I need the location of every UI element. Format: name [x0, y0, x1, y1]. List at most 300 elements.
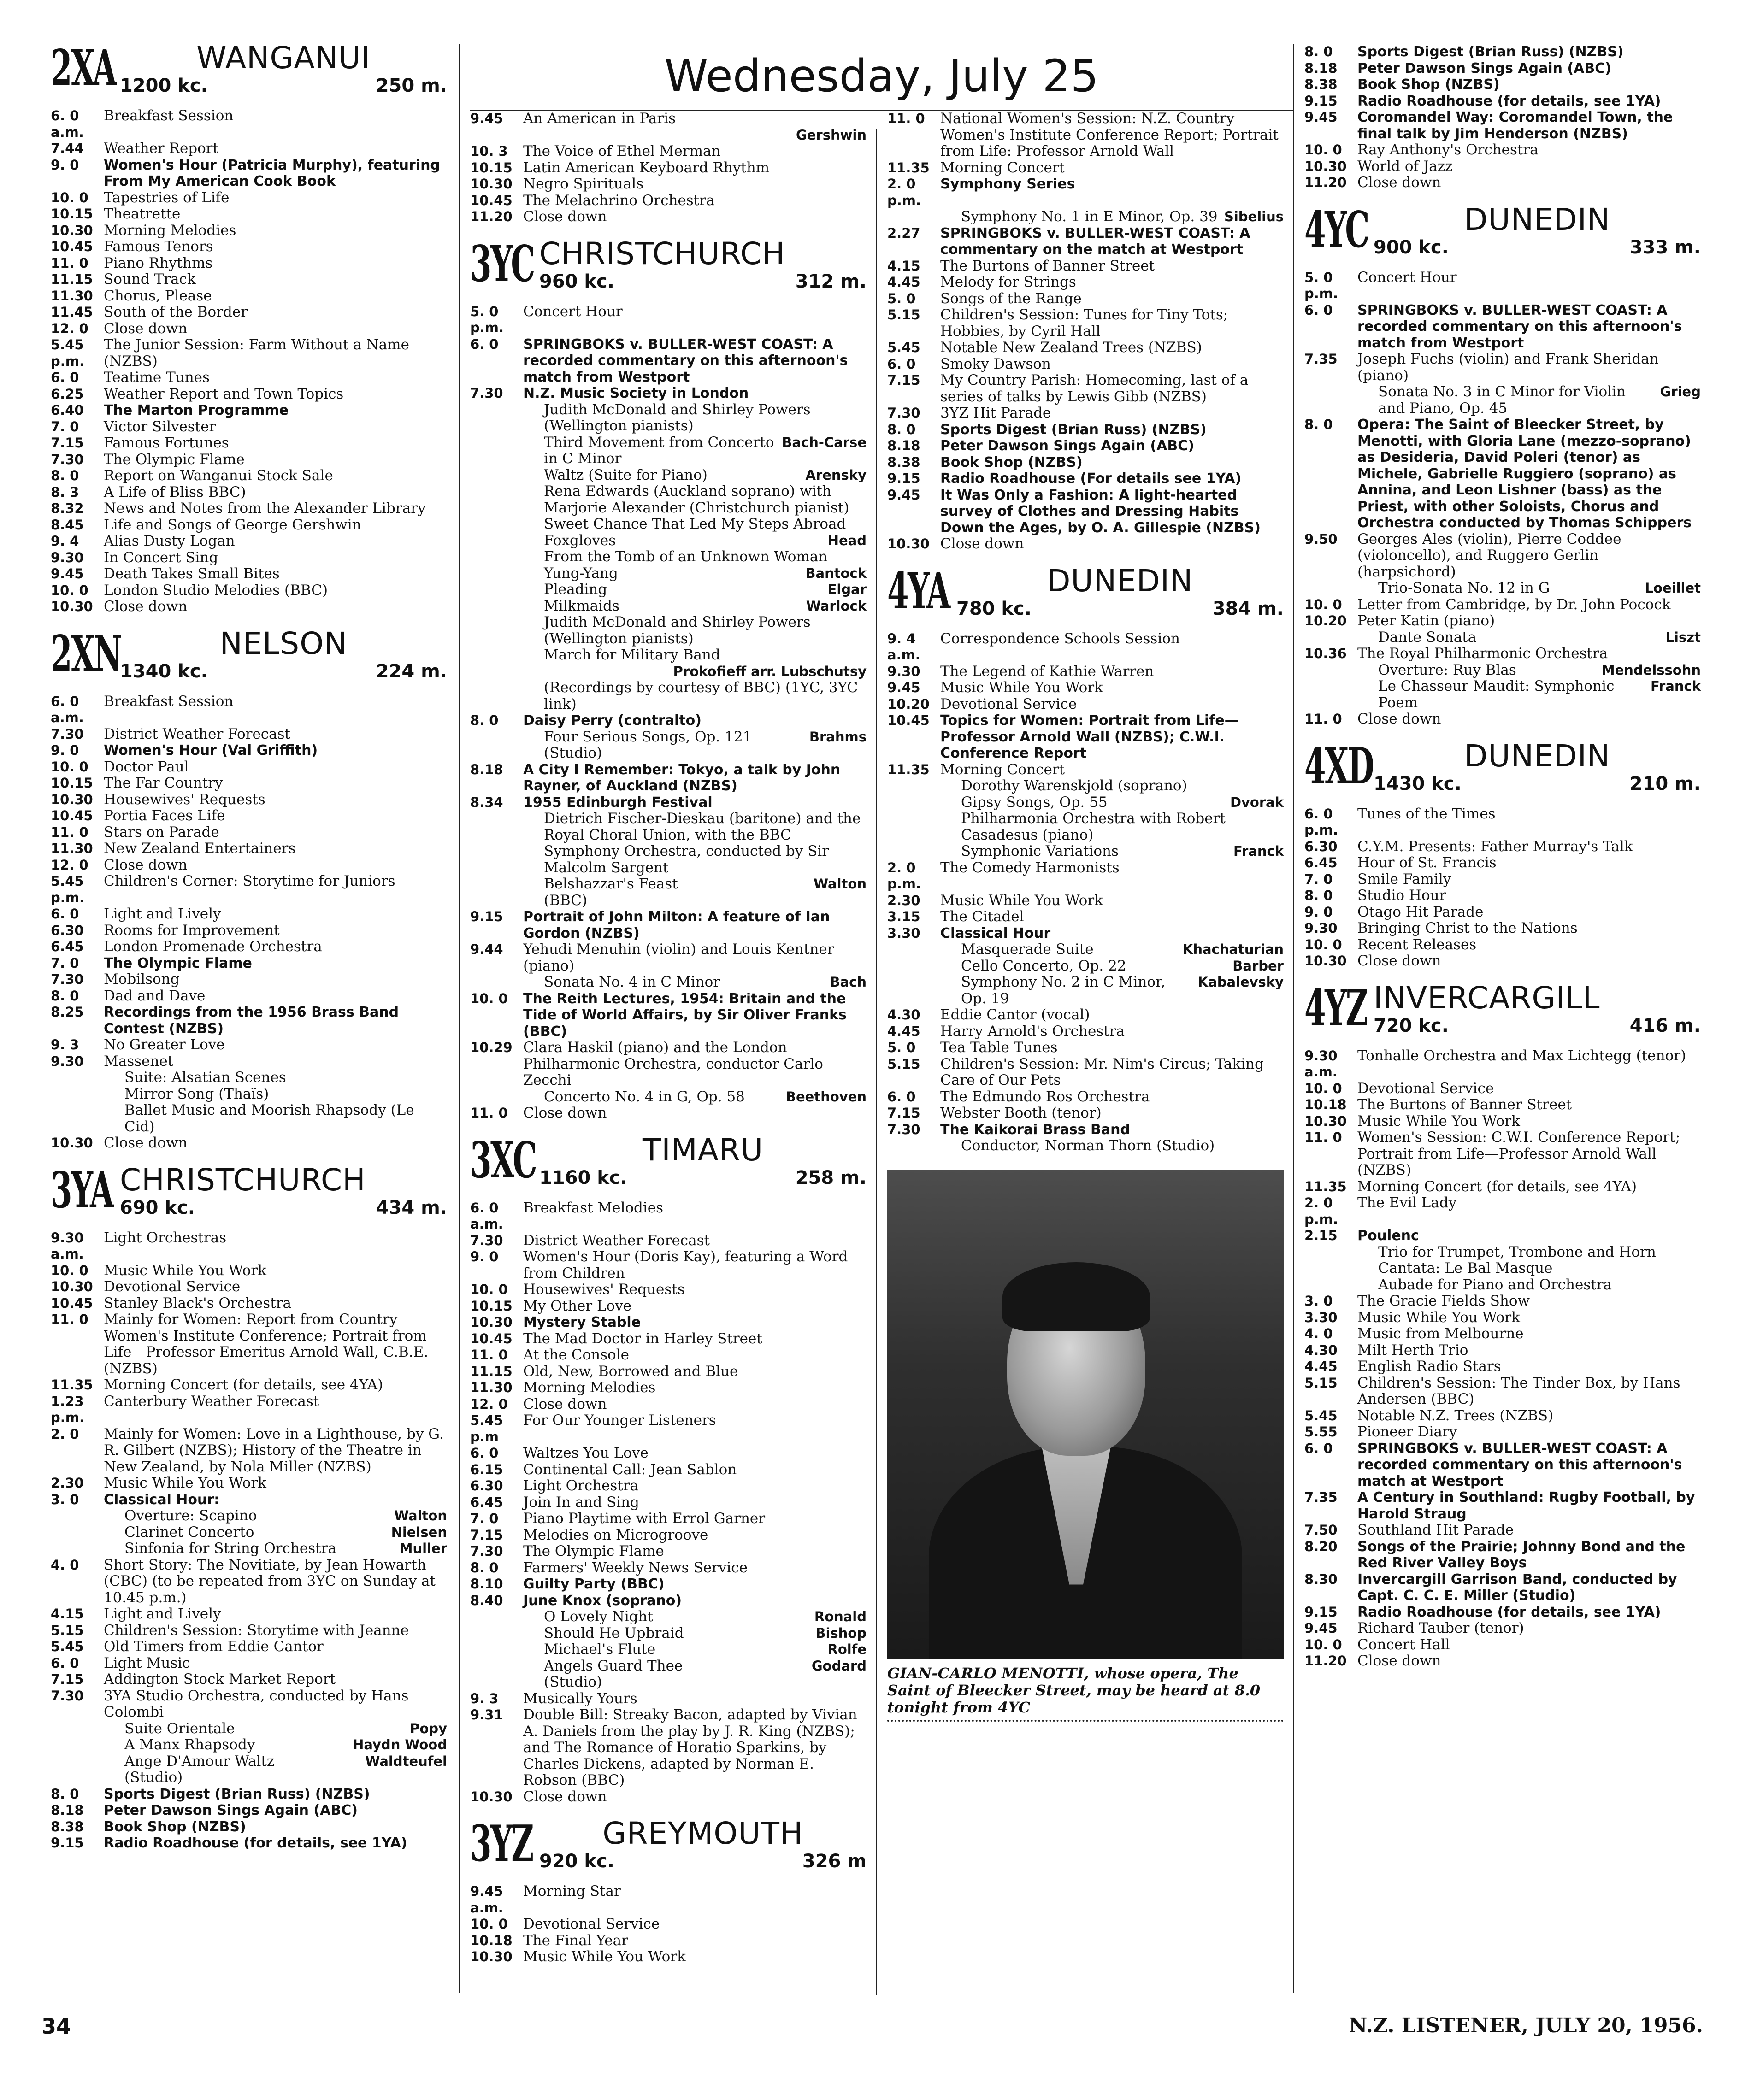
- station-wavelength: 224 m.: [376, 660, 447, 682]
- programme-time: 6.15: [470, 1461, 503, 1477]
- programme-detail-text: Angels Guard Thee: [544, 1657, 683, 1674]
- programme-time: 5. 0 p.m.: [470, 303, 504, 335]
- composer: Gershwin: [796, 127, 867, 143]
- station-call-sign: 4YA: [887, 562, 949, 620]
- programme-time: 8. 0: [51, 988, 79, 1004]
- programme-title: Classical Hour:: [104, 1491, 220, 1508]
- programme-detail: [470, 614, 867, 647]
- programme-entry: [51, 190, 447, 206]
- programme-title: Canterbury Weather Forecast: [104, 1393, 319, 1410]
- programme-detail: [470, 974, 867, 991]
- programme-time: 7. 0: [51, 418, 79, 435]
- programme-time: 8. 0: [1304, 44, 1333, 59]
- programme-time: 5. 0 p.m.: [1304, 269, 1338, 301]
- programme-detail-text: Dorothy Warenskjold (soprano): [961, 777, 1187, 794]
- programme-entry: [470, 193, 867, 209]
- composer: Dvorak: [1230, 794, 1284, 810]
- composer: Ronald: [814, 1609, 867, 1624]
- programme-time: 5.15: [887, 307, 920, 323]
- programme-time: 9.50: [1304, 531, 1338, 547]
- programme-title: In Concert Sing: [104, 549, 218, 566]
- programme-entry: [51, 1835, 447, 1852]
- programme-entry: [887, 1089, 1284, 1106]
- programme-detail-text: March for Military Band: [544, 647, 720, 663]
- programme-time: 10.30: [51, 1135, 93, 1151]
- programme-time: 6. 0: [51, 1655, 79, 1671]
- programme-detail: [51, 1524, 447, 1541]
- programme-entry: [51, 1557, 447, 1606]
- programme-entry: [887, 762, 1284, 778]
- programme-entry: [51, 435, 447, 452]
- programme-time: 2. 0 p.m.: [887, 176, 921, 208]
- programme-detail: [51, 1753, 447, 1770]
- programme-detail-text: From the Tomb of an Unknown Woman: [544, 548, 828, 565]
- programme-time: 9.30: [1304, 920, 1338, 936]
- programme-title: N.Z. Music Society in London: [523, 385, 749, 401]
- programme-title: Letter from Cambridge, by Dr. John Pocock: [1357, 596, 1671, 613]
- programme-time: 9. 0: [51, 157, 79, 173]
- programme-time: 7.50: [1304, 1522, 1338, 1538]
- programme-detail-text: Four Serious Songs, Op. 121: [544, 728, 752, 745]
- programme-entry: [470, 1200, 867, 1233]
- programme-time: 7.30: [51, 1688, 84, 1704]
- programme-time: 5.45: [1304, 1407, 1338, 1424]
- programme-title: The Royal Philharmonic Orchestra: [1357, 645, 1608, 662]
- programme-time: 5.45: [51, 1639, 84, 1654]
- programme-time: 7.15: [470, 1527, 503, 1543]
- programme-title: Close down: [523, 208, 607, 225]
- programme-time: 10. 0: [1304, 1636, 1342, 1653]
- programme-title: The Comedy Harmonists: [940, 859, 1120, 876]
- programme-entry: [887, 664, 1284, 680]
- programme-time: 8.18: [51, 1802, 84, 1818]
- programme-entry: [1304, 351, 1701, 384]
- programme-detail: [1304, 580, 1701, 597]
- programme-title: SPRINGBOKS v. BULLER-WEST COAST: A recorded commentary on this afternoon's match at Westport: [1357, 1440, 1682, 1489]
- programme-title: Songs of the Prairie; Johnny Bond and the Red River Valley Boys: [1357, 1538, 1686, 1571]
- programme-entry: [470, 1511, 867, 1527]
- programme-detail-text: Cantata: Le Bal Masque: [1378, 1260, 1553, 1276]
- programme-title: Mystery Stable: [523, 1314, 641, 1330]
- programme-entry: [51, 1279, 447, 1295]
- programme-title: Music While You Work: [104, 1262, 266, 1279]
- programme-time: 3.30: [1304, 1309, 1338, 1325]
- programme-entry: [51, 792, 447, 808]
- programme-title: Harry Arnold's Orchestra: [940, 1023, 1125, 1040]
- programme-title: The Evil Lady: [1357, 1194, 1457, 1211]
- programme-time: 7.15: [887, 372, 920, 388]
- programme-detail: [470, 893, 867, 909]
- programme-title: Short Story: The Novitiate, by Jean Howarth (CBC) (to be repeated from 3YC on Sunday at 10.45 p.m.): [104, 1556, 436, 1606]
- composer: Franck: [1651, 678, 1701, 694]
- programme-entry: [887, 1105, 1284, 1122]
- programme-detail: [470, 647, 867, 664]
- programme-time: 9.30: [887, 663, 920, 679]
- programme-time: 10.30: [470, 1314, 513, 1330]
- programme-entry: [51, 808, 447, 824]
- programme-time: 9.30: [51, 1053, 84, 1069]
- programme-entry: [51, 1295, 447, 1312]
- programme-time: 7.30: [51, 726, 84, 742]
- programme-entry: [51, 402, 447, 419]
- programme-entry: [51, 1135, 447, 1152]
- programme-title: Victor Silvester: [104, 418, 216, 435]
- column-1: [51, 41, 447, 1852]
- station-wavelength: 326 m: [802, 1851, 867, 1872]
- programme-entry: [51, 906, 447, 923]
- programme-time: 8.34: [470, 794, 503, 810]
- programme-detail-text: Yung-Yang: [544, 565, 618, 582]
- programme-time: 5.15: [1304, 1375, 1338, 1391]
- programme-title: Melodies on Microgroove: [523, 1526, 708, 1543]
- programme-title: Webster Booth (tenor): [940, 1105, 1102, 1121]
- programme-entry: [470, 762, 867, 794]
- programme-entry: [51, 157, 447, 190]
- programme-time: 2.15: [1304, 1228, 1338, 1243]
- station-call-sign: 4YZ: [1304, 979, 1367, 1037]
- programme-time: 10.45: [51, 1295, 93, 1311]
- programme-detail-text: Overture: Scapino: [124, 1507, 257, 1524]
- programme-detail-text: Sweet Chance That Led My Steps Abroad: [544, 516, 846, 532]
- station-city: CHRISTCHURCH: [539, 235, 785, 271]
- programme-time: 8. 0: [1304, 888, 1333, 903]
- programme-time: 4.15: [887, 258, 920, 274]
- programme-title: Sports Digest (Brian Russ) (NZBS): [1357, 44, 1624, 60]
- programme-time: 4.15: [51, 1606, 84, 1622]
- programme-entry: [470, 1331, 867, 1347]
- programme-entry: [51, 550, 447, 566]
- programme-title: Mainly for Women: Love in a Lighthouse, by G. R. Gilbert (NZBS); History of the Theatre in New Zealand, by Nola Miller (NZBS): [104, 1425, 444, 1475]
- programme-title: Concert Hour: [1357, 269, 1457, 286]
- programme-title: June Knox (soprano): [523, 1592, 682, 1609]
- programme-entry: [51, 857, 447, 874]
- programme-entry: [1304, 1310, 1701, 1326]
- programme-entry: [51, 206, 447, 223]
- programme-time: 9.15: [470, 909, 503, 924]
- programme-entry: [1304, 159, 1701, 175]
- programme-title: Close down: [104, 856, 188, 873]
- station-header-2xn: [51, 624, 447, 686]
- station-call-sign: 4XD: [1304, 737, 1374, 795]
- programme-entry: [51, 694, 447, 726]
- programme-entry: [1304, 93, 1701, 110]
- programme-time: 11. 0: [1304, 1129, 1342, 1145]
- station-header-4yc: [1304, 200, 1701, 262]
- programme-time: 10.30: [887, 536, 930, 552]
- programme-title: London Promenade Orchestra: [104, 938, 322, 955]
- programme-title: It Was Only a Fashion: A light-hearted survey of Clothes and Dressing Habits Down the Ages, by O. A. Gillespie (NZBS): [940, 487, 1261, 536]
- composer: Brahms: [809, 729, 867, 745]
- programme-entry: [1304, 613, 1701, 629]
- programme-time: 5.15: [887, 1056, 920, 1072]
- programme-title: District Weather Forecast: [523, 1232, 710, 1249]
- programme-time: 5.45: [887, 340, 920, 355]
- programme-detail-text: Foxgloves: [544, 532, 616, 549]
- programme-time: 10.30: [1304, 953, 1347, 969]
- programme-time: 4.30: [887, 1007, 920, 1023]
- programme-time: 6. 0 a.m.: [470, 1200, 503, 1232]
- programme-time: 11. 0: [470, 1105, 508, 1121]
- programme-time: 11. 0: [51, 1312, 88, 1327]
- programme-entry: [1304, 1293, 1701, 1310]
- programme-entry: [1304, 904, 1701, 921]
- programme-entry: [470, 1883, 867, 1916]
- programme-time: 12. 0: [51, 320, 88, 336]
- programme-title: The Olympic Flame: [523, 1543, 664, 1559]
- programme-detail-text: Judith McDonald and Shirley Powers (Wellington pianists): [544, 614, 811, 647]
- programme-entry: [51, 988, 447, 1005]
- programme-detail-text: Cello Concerto, Op. 22: [961, 957, 1126, 974]
- programme-entry: [887, 176, 1284, 209]
- station-city: NELSON: [219, 625, 348, 661]
- programme-detail: [51, 1737, 447, 1753]
- programme-entry: [470, 1494, 867, 1511]
- programme-detail-text: Sinfonia for String Orchestra: [124, 1540, 336, 1557]
- programme-title: Morning Star: [523, 1883, 621, 1900]
- programme-detail: [470, 1625, 867, 1642]
- programme-entry: [51, 1606, 447, 1623]
- programme-title: Topics for Women: Portrait from Life—Professor Arnold Wall (NZBS); C.W.I. Conference Report: [940, 712, 1238, 761]
- programme-title: Book Shop (NZBS): [940, 454, 1083, 471]
- programme-title: District Weather Forecast: [104, 725, 290, 742]
- programme-entry: [887, 258, 1284, 275]
- programme-entry: [470, 1560, 867, 1576]
- programme-title: Light Music: [104, 1654, 190, 1671]
- programme-time: 10.30: [51, 791, 93, 807]
- programme-title: Death Takes Small Bites: [104, 565, 280, 582]
- programme-title: Women's Hour (Doris Kay), featuring a Word from Children: [523, 1248, 848, 1282]
- programme-title: Women's Hour (Patricia Murphy), featuring From My American Cook Book: [104, 157, 440, 189]
- programme-title: Bringing Christ to the Nations: [1357, 920, 1578, 936]
- programme-title: Morning Concert: [940, 159, 1065, 176]
- programme-time: 10.30: [470, 1788, 513, 1805]
- programme-entry: [1304, 44, 1701, 60]
- composer: Bach: [830, 974, 867, 990]
- programme-entry: [51, 141, 447, 157]
- programme-detail: [470, 664, 867, 680]
- programme-title: Invercargill Garrison Band, conducted by Capt. C. C. E. Miller (Studio): [1357, 1571, 1677, 1604]
- station-header-4xd: [1304, 737, 1701, 799]
- programme-detail-text: Aubade for Piano and Orchestra: [1378, 1276, 1612, 1293]
- programme-detail-text: Suite Orientale: [124, 1720, 235, 1737]
- programme-time: 7.30: [887, 405, 920, 421]
- programme-time: 8.20: [1304, 1538, 1338, 1554]
- programme-entry: [1304, 888, 1701, 904]
- programme-time: 8. 0: [51, 1786, 79, 1802]
- programme-title: Milt Herth Trio: [1357, 1341, 1468, 1359]
- menotti-photo: [887, 1170, 1284, 1659]
- programme-title: Devotional Service: [104, 1278, 241, 1295]
- programme-detail-text: [544, 664, 668, 680]
- programme-entry: [51, 1492, 447, 1508]
- programme-entry: [51, 370, 447, 386]
- programme-entry: [470, 1298, 867, 1315]
- station-call-sign: 3YZ: [470, 1815, 533, 1873]
- programme-title: National Women's Session: N.Z. Country Women's Institute Conference Report; Portrait from Life: Professor Arnold Wall: [940, 110, 1279, 159]
- programme-time: 11. 0: [1304, 711, 1342, 727]
- programme-detail: [51, 1770, 447, 1786]
- programme-entry: [51, 500, 447, 517]
- programme-entry: [51, 841, 447, 857]
- programme-title: The Citadel: [940, 908, 1024, 925]
- programme-detail: [470, 435, 867, 467]
- programme-detail: [1304, 1260, 1701, 1277]
- programme-time: 11. 0: [51, 824, 88, 840]
- programme-entry: [51, 566, 447, 582]
- programme-entry: [51, 1623, 447, 1639]
- station-city: WANGANUI: [196, 40, 371, 76]
- programme-title: Music While You Work: [1357, 1112, 1520, 1129]
- programme-title: Close down: [1357, 711, 1441, 727]
- programme-title: Book Shop (NZBS): [104, 1818, 246, 1835]
- programme-entry: [51, 321, 447, 337]
- programme-time: 10. 0: [1304, 142, 1342, 158]
- station-header-3yz: [470, 1817, 867, 1876]
- programme-entry: [51, 223, 447, 239]
- programme-detail-text: Third Movement from Concerto in C Minor: [544, 434, 774, 467]
- programme-detail-text: Waltz (Suite for Piano): [544, 466, 708, 483]
- programme-entry: [1304, 1571, 1701, 1604]
- programme-time: 9.45: [51, 566, 84, 582]
- station-wavelength: 312 m.: [795, 271, 867, 292]
- programme-time: 4.30: [1304, 1342, 1338, 1358]
- programme-title: Portia Faces Life: [104, 807, 225, 824]
- programme-time: 4. 0: [51, 1557, 79, 1573]
- programme-time: 5. 0: [887, 290, 916, 306]
- programme-title: New Zealand Entertainers: [104, 840, 296, 857]
- programme-title: Waltzes You Love: [523, 1445, 649, 1461]
- programme-title: Peter Dawson Sings Again (ABC): [1357, 60, 1611, 76]
- composer: Loeillet: [1645, 580, 1701, 596]
- programme-detail: [51, 1070, 447, 1086]
- programme-time: 10.18: [470, 1932, 513, 1948]
- programme-time: 7. 0: [470, 1511, 499, 1526]
- programme-title: Light and Lively: [104, 1606, 221, 1622]
- programme-time: 9. 0: [1304, 904, 1333, 920]
- programme-title: Breakfast Session: [104, 107, 234, 124]
- station-frequency: 1160 kc.: [539, 1167, 627, 1188]
- programme-time: 6.30: [1304, 838, 1338, 854]
- programme-entry: [470, 1380, 867, 1396]
- programme-time: 9. 3: [51, 1037, 79, 1053]
- programme-time: 6. 0 a.m.: [51, 108, 84, 140]
- programme-time: 9. 3: [470, 1690, 499, 1706]
- programme-title: Coromandel Way: Coromandel Town, the final talk by Jim Henderson (NZBS): [1357, 109, 1673, 142]
- programme-title: Music While You Work: [940, 679, 1103, 696]
- programme-time: 10. 0: [470, 1282, 508, 1297]
- programme-title: Latin American Keyboard Rhythm: [523, 159, 770, 176]
- programme-entry: [51, 304, 447, 321]
- programme-detail-text: O Lovely Night: [544, 1608, 653, 1625]
- programme-detail: [887, 843, 1284, 860]
- programme-entry: [887, 925, 1284, 942]
- programme-time: 9.45: [887, 680, 920, 695]
- programme-entry: [1304, 1489, 1701, 1522]
- programme-entry: [470, 1593, 867, 1609]
- programme-time: 5.45 p.m.: [51, 337, 85, 369]
- programme-time: 10.30: [1304, 158, 1347, 174]
- programme-title: Opera: The Saint of Bleecker Street, by Menotti, with Gloria Lane (mezzo-soprano) as Desideria, David Poleri (tenor) as Michele, Gabrielle Ruggiero (soprano) as Annina, and Leon Lishner (bass) as the Priest, with other Soloists, Chorus and Orchestra conducted by Thomas Schippers: [1357, 417, 1692, 531]
- programme-entry: [51, 1819, 447, 1835]
- programme-time: 8. 0: [1304, 417, 1333, 432]
- programme-time: 7.15: [51, 1671, 84, 1687]
- programme-entry: [887, 340, 1284, 356]
- composer: Nielsen: [391, 1524, 447, 1540]
- programme-entry: [51, 939, 447, 955]
- composer: Warlock: [806, 598, 867, 614]
- station-call-sign: 2XA: [51, 39, 116, 97]
- programme-time: 6.45: [51, 939, 84, 954]
- programme-entry: [1304, 646, 1701, 662]
- programme-title: Recordings from the 1956 Brass Band Contest (NZBS): [104, 1004, 399, 1037]
- programme-detail-text: Masquerade Suite: [961, 941, 1094, 958]
- composer: Mendelssohn: [1601, 662, 1701, 678]
- programme-detail: [887, 1138, 1284, 1154]
- programme-entry: [470, 1282, 867, 1298]
- programme-entry: [470, 1314, 867, 1331]
- programme-entry: [1304, 1522, 1701, 1539]
- programme-title: Close down: [1357, 174, 1441, 191]
- programme-title: At the Console: [523, 1347, 629, 1363]
- programme-title: Stanley Black's Orchestra: [104, 1294, 291, 1312]
- programme-time: 11.20: [1304, 1653, 1347, 1669]
- programme-entry: [887, 696, 1284, 713]
- programme-detail: [1304, 1277, 1701, 1294]
- composer: Khachaturian: [1182, 941, 1284, 957]
- programme-time: 2.30: [51, 1475, 84, 1491]
- programme-entry: [470, 1543, 867, 1560]
- programme-time: 8.38: [51, 1818, 84, 1835]
- programme-title: Close down: [104, 320, 188, 337]
- programme-detail: [470, 516, 867, 533]
- programme-title: Music While You Work: [104, 1475, 266, 1491]
- programme-title: Devotional Service: [523, 1916, 660, 1932]
- programme-entry: [51, 288, 447, 305]
- programme-detail: [470, 402, 867, 435]
- station-frequency: 900 kc.: [1374, 236, 1449, 258]
- programme-title: Life and Songs of George Gershwin: [104, 516, 361, 533]
- programme-detail-text: Le Chasseur Maudit: Symphonic Poem: [1378, 678, 1615, 711]
- programme-detail-text: Sonata No. 4 in C Minor: [544, 974, 720, 990]
- programme-time: 7.15: [887, 1105, 920, 1121]
- programme-title: Morning Concert: [940, 761, 1065, 778]
- programme-entry: [1304, 60, 1701, 77]
- programme-title: Children's Session: Storytime with Jeanne: [104, 1622, 409, 1639]
- programme-title: Children's Session: Mr. Nim's Circus; Taking Care of Our Pets: [940, 1055, 1264, 1088]
- programme-detail: [470, 811, 867, 876]
- station-header-4yz: [1304, 979, 1701, 1041]
- composer: Beethoven: [785, 1088, 867, 1105]
- programme-detail: [470, 1658, 867, 1675]
- programme-detail-text: Concerto No. 4 in G, Op. 58: [544, 1088, 745, 1105]
- programme-time: 10.30: [51, 599, 93, 614]
- programme-detail: [470, 680, 867, 712]
- programme-time: 4. 0: [1304, 1326, 1333, 1341]
- station-city: CHRISTCHURCH: [120, 1162, 366, 1198]
- programme-title: Ray Anthony's Orchestra: [1357, 141, 1539, 158]
- programme-title: Radio Roadhouse (For details see 1YA): [940, 471, 1242, 487]
- programme-time: 8. 3: [51, 484, 79, 500]
- programme-entry: [470, 1707, 867, 1789]
- programme-time: 11.30: [51, 841, 93, 856]
- programme-time: 7. 0: [51, 955, 79, 971]
- composer: Elgar: [827, 582, 867, 597]
- programme-time: 10.20: [887, 696, 930, 712]
- composer: Head: [827, 532, 867, 548]
- programme-time: 10. 0: [51, 189, 88, 206]
- programme-entry: [51, 255, 447, 272]
- programme-entry: [470, 794, 867, 811]
